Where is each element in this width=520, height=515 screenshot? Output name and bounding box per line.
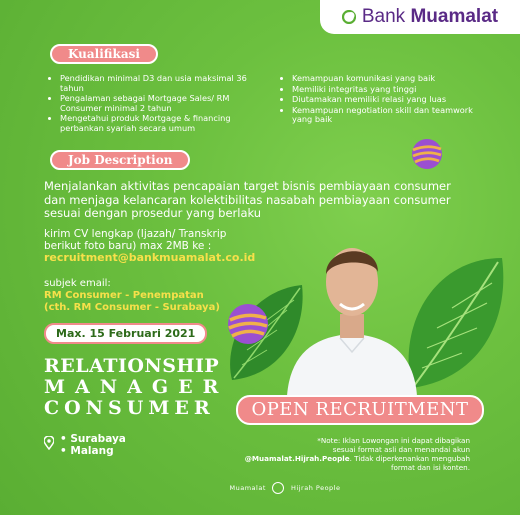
position-title bbox=[44, 356, 228, 419]
qualifications-heading: Kualifikasi bbox=[50, 44, 158, 64]
list-item: • Kemampuan negotiation skill dan teamwork yang baik bbox=[292, 106, 492, 125]
list-item: • Pendidikan minimal D3 dan usia maksimal 36 tahun bbox=[60, 74, 260, 93]
qualifications-right-list bbox=[282, 74, 492, 126]
share-note bbox=[230, 436, 470, 472]
list-item: • Pengalaman sebagai Mortgage Sales/ RM Consumer minimal 2 tahun bbox=[60, 94, 260, 113]
title-line: MANAGER bbox=[44, 376, 229, 398]
location-pin-icon bbox=[44, 436, 54, 450]
footer-logo-icon bbox=[272, 482, 284, 494]
email-subject bbox=[44, 278, 220, 314]
apply-instructions bbox=[44, 228, 274, 264]
stripe-ball-icon bbox=[411, 138, 443, 170]
footer-right: Hijrah People bbox=[291, 484, 341, 492]
open-recruitment-banner: OPEN RECRUITMENT bbox=[236, 395, 484, 425]
job-description-text: Menjalankan aktivitas pencapaian target bisnis pembiayaan consumer dan menjaga kelancaran kolektibilitas nasabah pembiayaan consumer sesuai dengan prosedur yang berlaku bbox=[44, 179, 451, 220]
list-item: • Memiliki integritas yang tinggi bbox=[292, 85, 492, 95]
deadline-badge: Max. 15 Februari 2021 bbox=[44, 323, 207, 344]
footer-left: Muamalat bbox=[229, 484, 266, 492]
apply-line: berikut foto baru) max 2MB ke : bbox=[44, 240, 212, 252]
title-line: RELATIONSHIP bbox=[44, 355, 220, 377]
apply-line: kirim CV lengkap (Ijazah/ Transkrip bbox=[44, 228, 227, 240]
note-line: sesuai format asli dan menandai akun bbox=[332, 445, 470, 454]
note-line: @Muamalat.Hijrah.People. Tidak diperkenankan mengubah bbox=[244, 454, 470, 463]
qualifications-left-list bbox=[50, 74, 260, 134]
stripe-ball-icon bbox=[226, 302, 270, 346]
email-link[interactable]: recruitment@bankmuamalat.co.id bbox=[44, 251, 256, 264]
subject-label: subjek email: bbox=[44, 278, 111, 289]
list-item: • Diutamakan memiliki relasi yang luas bbox=[292, 95, 492, 105]
location-item: • Surabaya bbox=[60, 433, 126, 445]
bank-logo-icon bbox=[342, 10, 356, 24]
location-item: • Malang bbox=[60, 445, 114, 457]
note-line: *Note: Iklan Lowongan ini dapat dibagikan bbox=[317, 436, 470, 445]
bank-logo bbox=[320, 0, 520, 34]
list-item: • Mengetahui produk Mortgage & financing perbankan syariah secara umum bbox=[60, 114, 260, 133]
note-line: format dan isi konten. bbox=[390, 463, 470, 472]
footer-brand bbox=[200, 482, 370, 494]
model-photo bbox=[282, 226, 422, 396]
subject-value: RM Consumer - Penempatan bbox=[44, 290, 204, 301]
bank-name: Bank Muamalat bbox=[361, 6, 499, 27]
subject-example: (cth. RM Consumer - Surabaya) bbox=[44, 302, 220, 313]
list-item: • Kemampuan komunikasi yang baik bbox=[292, 74, 492, 84]
job-description-heading: Job Description bbox=[50, 150, 190, 170]
title-line: CONSUMER bbox=[44, 397, 215, 419]
locations bbox=[60, 433, 126, 457]
